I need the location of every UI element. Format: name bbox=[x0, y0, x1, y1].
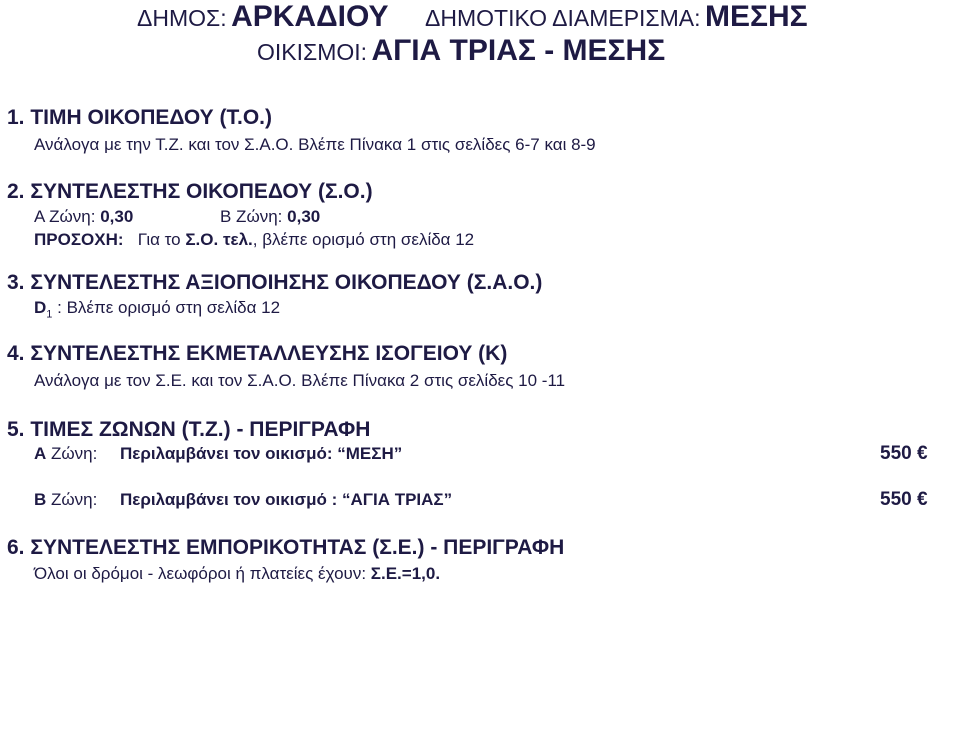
zone-label: Ζώνη: bbox=[46, 490, 98, 509]
zone-description: Περιλαμβάνει τον οικισμό: “ΜΕΣΗ” bbox=[120, 444, 403, 463]
district-name: ΜΕΣΗΣ bbox=[705, 0, 808, 33]
commerciality-value: Σ.Ε.=1,0. bbox=[370, 564, 441, 583]
note-label: ΠΡΟΣΟΧΗ: bbox=[34, 230, 124, 249]
zone-b-label: Β Ζώνη: bbox=[220, 207, 283, 226]
d1-text: : Βλέπε ορισμό στη σελίδα 12 bbox=[52, 298, 281, 317]
zone-price: 550 € bbox=[880, 443, 928, 464]
zone-label: Ζώνη: bbox=[46, 444, 98, 463]
zone-price: 550 € bbox=[880, 489, 928, 510]
settlements-name: ΑΓΙΑ ΤΡΙΑΣ - ΜΕΣΗΣ bbox=[371, 34, 666, 67]
district-label: ΔΗΜΟΤΙΚΟ ΔΙΑΜΕΡΙΣΜΑ: bbox=[425, 5, 701, 31]
zone-a-coefficient bbox=[34, 207, 133, 227]
section-1-title: 1. ΤΙΜΗ ΟΙΚΟΠΕΔΟΥ (Τ.Ο.) bbox=[7, 106, 273, 129]
d1-symbol: D bbox=[34, 298, 47, 317]
section-6-title: 6. ΣΥΝΤΕΛΕΣΤΗΣ ΕΜΠΟΡΙΚΟΤΗΤΑΣ (Σ.Ε.) - ΠΕΡΙΓΡΑΦΗ bbox=[7, 536, 565, 559]
zone-b-value: 0,30 bbox=[287, 207, 321, 226]
section-1-text: Ανάλογα με την Τ.Ζ. και τον Σ.Α.Ο. Βλέπε Πίνακα 1 στις σελίδες 6-7 και 8-9 bbox=[34, 135, 596, 154]
zone-row bbox=[34, 490, 97, 510]
zone-a-value: 0,30 bbox=[100, 207, 134, 226]
section-6-desc: Όλοι οι δρόμοι - λεωφόροι ή πλατείες έχουν: bbox=[34, 564, 367, 583]
zone-letter: Α bbox=[34, 444, 47, 463]
zone-a-label: Α Ζώνη: bbox=[34, 207, 96, 226]
section-4-title: 4. ΣΥΝΤΕΛΕΣΤΗΣ ΕΚΜΕΤΑΛΛΕΥΣΗΣ ΙΣΟΓΕΙΟΥ (Κ) bbox=[7, 342, 508, 365]
section-4-text: Ανάλογα με τον Σ.Ε. και τον Σ.Α.Ο. Βλέπε Πίνακα 2 στις σελίδες 10 -11 bbox=[34, 371, 566, 390]
section-2-title: 2. ΣΥΝΤΕΛΕΣΤΗΣ ΟΙΚΟΠΕΔΟΥ (Σ.Ο.) bbox=[7, 180, 373, 203]
municipality-name: ΑΡΚΑΔΙΟΥ bbox=[231, 0, 389, 33]
section-6-text bbox=[34, 564, 440, 584]
d1-subscript: 1 bbox=[46, 308, 53, 321]
section-3-text bbox=[34, 298, 280, 320]
section-2-note bbox=[34, 230, 474, 250]
zone-row bbox=[34, 444, 97, 464]
zone-b-coefficient bbox=[220, 207, 320, 227]
note-post: , βλέπε ορισμό στη σελίδα 12 bbox=[252, 230, 475, 249]
note-pre: Για το bbox=[137, 230, 181, 249]
section-5-title: 5. ΤΙΜΕΣ ΖΩΝΩΝ (Τ.Ζ.) - ΠΕΡΙΓΡΑΦΗ bbox=[7, 418, 371, 441]
zone-description: Περιλαμβάνει τον οικισμό : “ΑΓΙΑ ΤΡΙΑΣ” bbox=[120, 490, 453, 509]
header-settlements-line bbox=[257, 34, 665, 68]
note-bold: Σ.Ο. τελ. bbox=[185, 230, 253, 249]
municipality-label: ΔΗΜΟΣ: bbox=[137, 5, 227, 31]
settlements-label: ΟΙΚΙΣΜΟΙ: bbox=[257, 39, 368, 65]
header-district-line bbox=[425, 0, 808, 34]
zone-letter: Β bbox=[34, 490, 47, 509]
header-municipality-line bbox=[137, 0, 389, 34]
section-3-title: 3. ΣΥΝΤΕΛΕΣΤΗΣ ΑΞΙΟΠΟΙΗΣΗΣ ΟΙΚΟΠΕΔΟΥ (Σ.Α.Ο.) bbox=[7, 271, 543, 294]
